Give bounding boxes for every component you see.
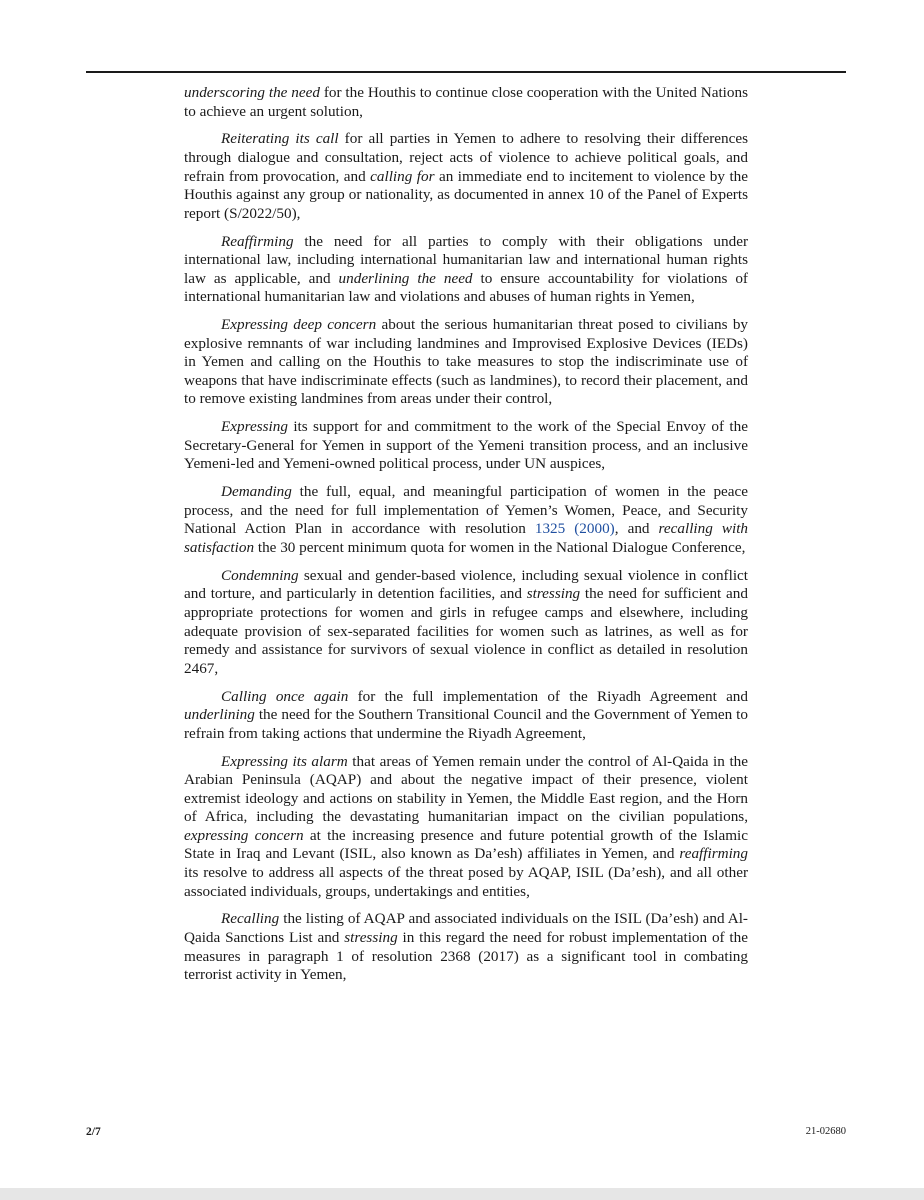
emphasis-text: recalling with satisfaction (184, 520, 749, 556)
emphasis-text: Condemning (221, 566, 299, 584)
emphasis-text: reaffirming (679, 845, 748, 863)
emphasis-text: stressing (344, 929, 398, 947)
body-text: , and (614, 520, 659, 538)
resolution-link[interactable]: 1325 (2000) (534, 520, 615, 538)
body-text: for all parties in Yemen to adhere to resolving their differences through dialogue and consultation, reject acts of violence to achieve political goals, and refrain from provocation, and (184, 130, 749, 185)
paragraph (184, 483, 748, 557)
emphasis-text: underscoring the need (184, 84, 320, 101)
body-text: the listing of AQAP and associated individuals on the ISIL (Da’esh) and Al-Qaida Sanctions List and (184, 910, 748, 947)
emphasis-text: Reaffirming (221, 232, 294, 250)
body-text: the need for the Southern Transitional Council and the Government of Yemen to refrain from taking actions that undermine the Riyadh Agreement, (184, 706, 748, 742)
paragraph (184, 84, 748, 121)
body-text: in this regard the need for robust implementation of the measures in paragraph 1 of resolution 2368 (2017) as a significant tool in combating terrorist activity in Yemen, (184, 929, 748, 984)
emphasis-text: Reiterating its call (221, 130, 339, 148)
paragraph (184, 567, 748, 679)
page-number: 2/7 (86, 1126, 101, 1138)
body-text: its resolve to address all aspects of the threat posed by AQAP, ISIL (Da’esh), and all other associated individuals, groups, undertakings and entities, (184, 864, 748, 900)
body-text: the need for all parties to comply with their obligations under international law, including international humanitarian law and international human rights law as applicable, and (184, 232, 748, 287)
emphasis-text: underlining the need (338, 269, 473, 287)
body-text: that areas of Yemen remain under the control of Al-Qaida in the Arabian Peninsula (AQAP) and about the negative impact of their presence, violent extremist ideology and actions on stability in Yemen, the Middle East region, and the Horn of Africa, including the devastating humanitarian impact on the civilian populations, (184, 752, 748, 826)
emphasis-text: Calling once again (221, 687, 349, 705)
emphasis-text: stressing (526, 585, 581, 603)
paragraph (184, 418, 748, 474)
emphasis-text: Expressing its alarm (221, 752, 348, 770)
document-code: 21-02680 (805, 1126, 846, 1137)
paragraph (184, 316, 748, 409)
emphasis-text: Recalling (221, 910, 280, 928)
header-rule (86, 71, 846, 73)
body-text: the 30 percent minimum quota for women in the National Dialogue Conference, (254, 539, 746, 556)
document-body (184, 84, 748, 994)
body-text: an immediate end to incitement to violence by the Houthis against any group or nationality, as documented in annex 10 of the Panel of Experts report (S/2022/50), (184, 167, 749, 222)
body-text: at the increasing presence and future potential growth of the Islamic State in Iraq and Levant (ISIL, also known as Da’esh) affiliates in Yemen, and (184, 826, 748, 863)
emphasis-text: underlining (184, 706, 255, 724)
body-text: for the full implementation of the Riyadh Agreement and (348, 687, 748, 705)
emphasis-text: Expressing deep concern (221, 316, 377, 334)
body-text: about the serious humanitarian threat posed to civilians by explosive remnants of war including landmines and Improvised Explosive Devices (IEDs) in Yemen and calling on the Houthis to take measures to stop the indiscriminate use of weapons that have indiscriminate effects (such as landmines), to record their placement, and to remove existing landmines from areas under their control, (184, 316, 749, 408)
body-text: the full, equal, and meaningful participation of women in the peace process, and the need for full implementation of Yemen’s Women, Peace, and Security National Action Plan in accordance with resolution (184, 483, 748, 538)
body-text: the need for sufficient and appropriate protections for women and girls in refugee camps and elsewhere, including adequate provision of sex-separated facilities for women such as latrines, as well as for remedy and assistance for survivors of sexual violence in conflict as detailed in resolution 2467, (184, 585, 748, 677)
body-text: sexual and gender-based violence, including sexual violence in conflict and torture, and particularly in detention facilities, and (184, 566, 748, 603)
paragraph (184, 753, 748, 902)
body-text: for the Houthis to continue close cooperation with the United Nations to achieve an urgent solution, (184, 84, 748, 120)
emphasis-text: expressing concern (184, 826, 304, 844)
emphasis-text: calling for (370, 167, 435, 185)
paragraph (184, 688, 748, 744)
paragraph (184, 130, 748, 223)
emphasis-text: Demanding (221, 483, 292, 501)
viewer-bottom-bar (0, 1188, 924, 1200)
body-text: its support for and commitment to the work of the Special Envoy of the Secretary-General for Yemen in support of the Yemeni transition process, and an inclusive Yemeni-led and Yemeni-owned political process, under UN auspices, (184, 418, 748, 473)
paragraph (184, 910, 748, 984)
emphasis-text: Expressing (221, 418, 288, 436)
paragraph (184, 233, 748, 307)
body-text: to ensure accountability for violations of international humanitarian law and violations and abuses of human rights in Yemen, (184, 269, 748, 306)
